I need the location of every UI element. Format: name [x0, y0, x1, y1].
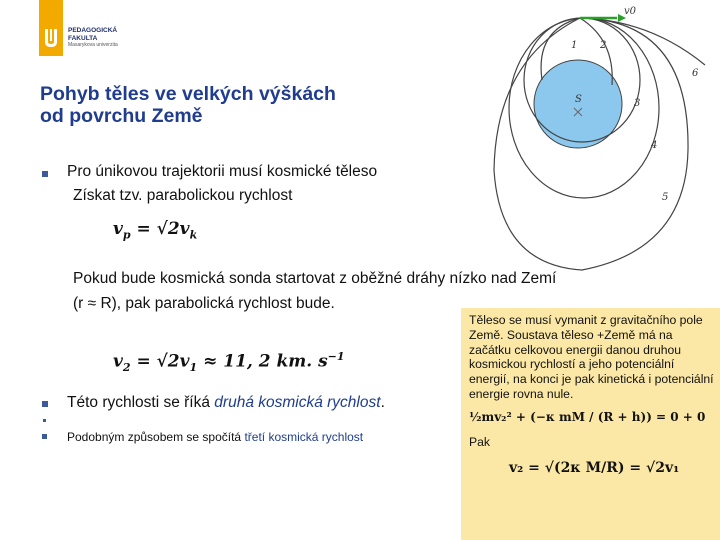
bullet-marker-empty — [43, 419, 46, 422]
parabolic-velocity-text: Získat tzv. parabolickou rychlost — [73, 187, 293, 204]
trajectory-6 — [580, 18, 705, 65]
university-logo-icon — [44, 27, 58, 49]
label-S: S — [575, 94, 582, 105]
bullet-marker — [42, 171, 48, 177]
label-1: 1 — [571, 40, 578, 51]
label-3: 3 — [634, 98, 641, 109]
slide-title: Pohyb těles ve velkých výškách od povrchu Země — [40, 83, 336, 127]
explanation-text: Těleso se musí vymanit z gravitačního pole Země. Soustava těleso +Země má na začátku celkovou energii danou druhou kosmickou rychlostí a jeho potenciální energií, na konci je pak kinetická i potenciální energie rovna nule. — [469, 313, 714, 401]
label-2: 2 — [600, 40, 607, 51]
pak-label: Pak — [469, 434, 491, 449]
faculty-name: PEDAGOGICKÁ FAKULTA Masarykova univerzita — [68, 27, 118, 48]
label-v0: v0 — [624, 6, 637, 17]
orbit-start-text: Pokud bude kosmická sonda startovat z oběžné dráhy nízko nad Zemí — [73, 270, 557, 287]
second-cosmic-velocity-formula: $v_2 = √2v_1 \approx 11$, 2 km. $s^{-1}$ — [113, 350, 345, 375]
energy-equation: ½mv₂² + (−κ mM / (R + h)) = 0 + 0 — [469, 409, 706, 424]
orbit-start-text-2: (r ≈ R), pak parabolická rychlost bude. — [73, 295, 335, 312]
third-cosmic-velocity-link[interactable]: třetí kosmická rychlost — [244, 430, 364, 444]
third-cosmic-velocity-text: Podobným způsobem se spočítá třetí kosmická rychlost — [67, 430, 364, 444]
parabolic-velocity-formula: $v_p = √2v_k$ — [113, 219, 198, 242]
second-cosmic-velocity-text: Této rychlosti se říká druhá kosmická rychlost. — [67, 394, 385, 411]
explanation-box-content — [469, 313, 717, 476]
label-6: 6 — [692, 68, 699, 79]
bullet-marker — [42, 434, 47, 439]
orbit-diagram — [470, 0, 720, 290]
bullet-escape-trajectory: Pro únikovou trajektorii musí kosmické těleso — [67, 163, 378, 180]
velocity-equation: v₂ = √(2κ M/R) = √2v₁ — [509, 460, 680, 477]
label-4: 4 — [651, 140, 658, 151]
label-5: 5 — [662, 192, 669, 203]
bullet-marker — [42, 401, 48, 407]
